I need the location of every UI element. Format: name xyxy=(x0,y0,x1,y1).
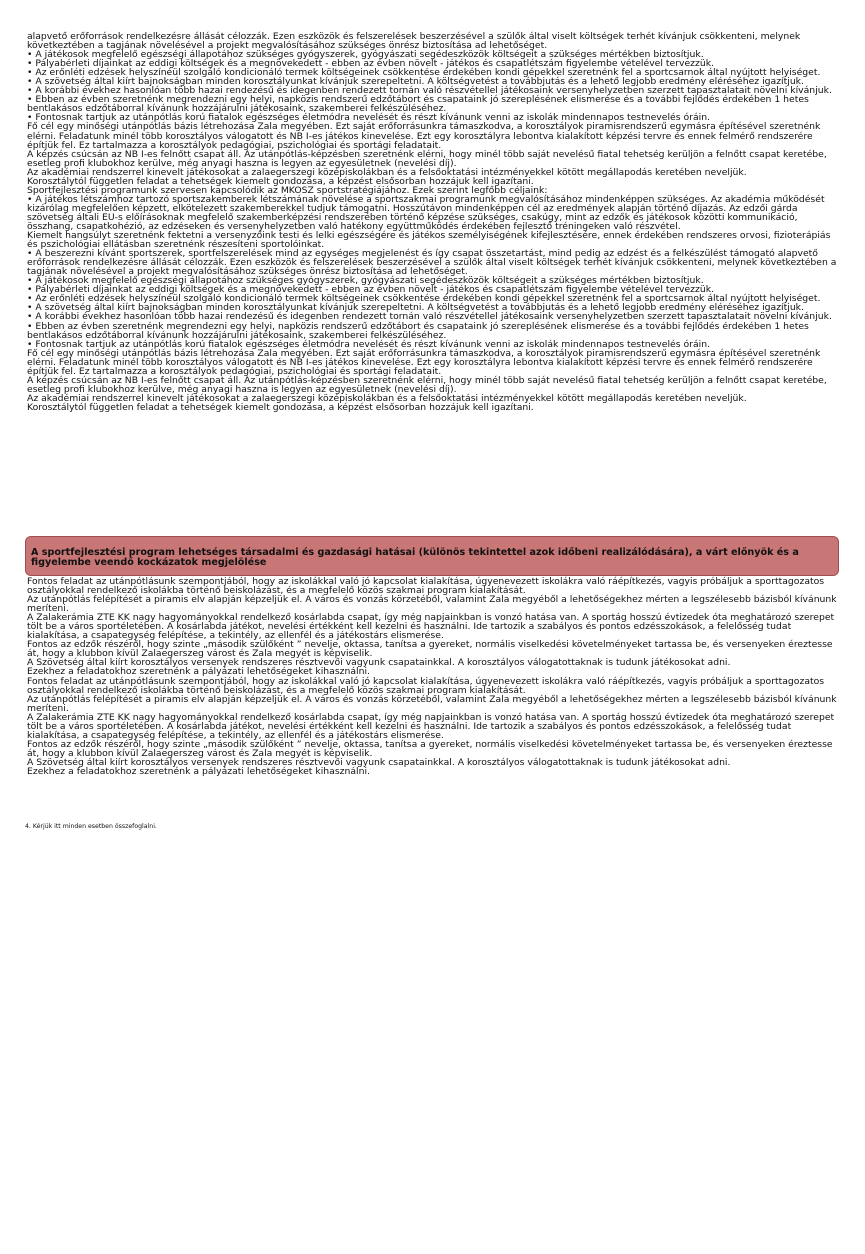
paragraph: • Pályabérleti díjainkat az eddigi költségek és a megnövekedett - ebben az évben növelt - játékos és csapatlétszám figyelembe vételével tervezzük. xyxy=(27,58,715,70)
paragraph: A képzés csúcsán az NB I-es felnőtt csapat áll. Az utánpótlás-képzésben szeretnénk elérni, hogy minél több saját nevelésű fiatal tehetség kerüljön a felnőtt csapat keretébe, esetleg profi klubokhoz kerülve, még anyagi haszna is legyen az egyesületnek (nevelési díj). xyxy=(27,148,827,169)
paragraph: • Az erőnléti edzések helyszínéül szolgáló kondicionáló termek költségeinek csökkentése érdekében kondi gépekkel szeretnénk fel a sportcsarnok által nyújtott helyiséget. xyxy=(27,293,821,305)
paragraph: Fontos feladat az utánpótlásunk szempontjából, hogy az iskolákkal való jó kapcsolat kialakítása, úgyenevezett iskolákra való ráépítkezés, vagyis próbáljuk a sporttagozatos osztályokkal rendelkező iskolákba történő beiskolázást, és a megfelelő közös szakmai program kialakítását. xyxy=(27,576,825,597)
paragraph: Az utánpótlás felépítését a piramis elv alapján képzeljük el. A város és vonzás körzetéből, valamint Zala megyéből a lehetőségekhez mérten a legszélesebb bázisból kívánunk meríteni. xyxy=(27,693,837,714)
top-text-block xyxy=(27,32,839,412)
paragraph: Fő cél egy minőségi utánpótlás bázis létrehozása Zala megyében. Ezt saját erőforrásunkra támaszkodva, a korosztályok piramisrendszerű egymásra építésével szeretnénk elérni. Feladatunk minél több korosztályos válogatott és NB I-es játékos kinevelése. Ezt egy korosztályra lebontva kialakított képzési tervre és ennek felmérő rendszerére építjük fel. Ez tartalmazza a korosztályok pedagógiai, pszichológiai és sportági feladatait. xyxy=(27,121,821,151)
paragraph: Fő cél egy minőségi utánpótlás bázis létrehozása Zala megyében. Ezt saját erőforrásunkra támaszkodva, a korosztályok piramisrendszerű egymásra építésével szeretnénk elérni. Feladatunk minél több korosztályos válogatott és NB I-es játékos kinevelése. Ezt egy korosztályra lebontva kialakított képzési tervre és ennek felmérő rendszerére építjük fel. Ez tartalmazza a korosztályok pedagógiai, pszichológiai és sportági feladatait. xyxy=(27,347,821,377)
paragraph: • A szövetség által kiírt bajnokságban minden korosztályunkat kívánjuk szerepeltetni. A költségvetést a továbbjutás és a lehető legjobb eredmény eléréséhez igazítjuk. xyxy=(27,76,804,88)
paragraph: A Szövetség által kiírt korosztályos versenyek rendszeres résztvevői vagyunk csapatainkkal. A korosztályos válogatottaknak is tudunk játékosokat adni. xyxy=(27,657,731,669)
paragraph: • Ebben az évben szeretnénk megrendezni egy helyi, napközis rendszerű edzőtábort és csapataink jó szereplésének elismerése és a további fejlődés érdekében 1 hetes bentlakásos edzőtáborral kívánunk hozzájárulni játékosaink, szakemberei felkészüléséhez. xyxy=(27,320,809,341)
paragraph: A Zalakerámia ZTE KK nagy hagyományokkal rendelkező kosárlabda csapat, így még napjainkban is vonzó hatása van. A sportág hosszú évtizedek óta meghatározó szerepet tölt be a város sportéletében. A kosárlabda játékot, nevelési értékként kell kezelni és használni. Ide tartozik a szabályos és pontos edzésszokások, a felelősség tudat kialakítása, a csapategység felépítése, a tekintély, az ellenfél és a játékostárs elismerése. xyxy=(27,612,835,642)
paragraph: Sportfejlesztési programunk szervesen kapcsolódik az MKOSZ sportstratégiájához. Ezek szerint legfőbb céljaink: xyxy=(27,184,548,196)
paragraph: • A korábbi évekhez hasonlóan több hazai rendezésű és idegenben rendezett tornán való részvétellel játékosaink versenyhelyzetben szerzett tapasztalatait növelni kívánjuk. xyxy=(27,85,832,97)
bottom-text-block xyxy=(27,577,839,776)
footnote: 4. Kérjük itt minden esetben összefoglalni. xyxy=(25,823,157,830)
paragraph: alapvető erőforrások rendelkezésre állását célozzák. Ezen eszközök és felszerelések beszerzésével a szülők által viselt költségek terhét kívánjuk csökkenteni, melynek következtében a tagjának növelésével a projekt megvalósításához szükséges önrész biztosítása ad lehetőséget. xyxy=(27,31,801,52)
paragraph: • A korábbi évekhez hasonlóan több hazai rendezésű és idegenben rendezett tornán való részvétellel játékosaink versenyhelyzetben szerzett tapasztalatait növelni kívánjuk. xyxy=(27,311,832,323)
paragraph: • A játékosok megfelelő egészségi állapotához szükséges gyógyszerek, gyógyászati segédeszközök költségeit a szükséges mértékben biztosítjuk. xyxy=(27,49,704,61)
paragraph: Fontos az edzők részéről, hogy szinte „második szülőként ” nevelje, oktassa, tanítsa a gyereket, normális viselkedési követelményeket tartassa be, és versenyeken éreztesse át, hogy a klubbon kívül Zalaegerszeg várost és Zala megyét is képviselik. xyxy=(27,639,833,660)
paragraph: • A beszerezni kívánt sportszerek, sportfelszerelések mind az egységes megjelenést és így csapat összetartást, mind pedig az edzést és a felkészülést támogató alapvető erőforrások rendelkezésre állását célozzák. Ezen eszközök és felszerelések beszerzésével a szülők által viselt költségek terhét kívánjuk csökkenteni, melynek következtében a tagjának növelésével a projekt megvalósításához szükséges önrész biztosítása ad lehetőséget. xyxy=(27,248,837,278)
paragraph: A Zalakerámia ZTE KK nagy hagyományokkal rendelkező kosárlabda csapat, így még napjainkban is vonzó hatása van. A sportág hosszú évtizedek óta meghatározó szerepet tölt be a város sportéletében. A kosárlabda játékot, nevelési értékként kell kezelni és használni. Ide tartozik a szabályos és pontos edzésszokások, a felelősség tudat kialakítása, a csapategység felépítése, a tekintély, az ellenfél és a játékostárs elismerése. xyxy=(27,711,835,741)
paragraph: • A szövetség által kiírt bajnokságban minden korosztályunkat kívánjuk szerepeltetni. A költségvetést a továbbjutás és a lehető legjobb eredmény eléréséhez igazítjuk. xyxy=(27,302,804,314)
paragraph: • Az erőnléti edzések helyszínéül szolgáló kondicionáló termek költségeinek csökkentése érdekében kondi gépekkel szeretnénk fel a sportcsarnok által nyújtott helyiséget. xyxy=(27,67,821,79)
paragraph: Az akadémiai rendszerrel kinevelt játékosokat a zalaegerszegi középiskolákban és a felsőoktatási intézményekkel kötött megállapodás keretében neveljük. xyxy=(27,166,747,178)
paragraph: A képzés csúcsán az NB I-es felnőtt csapat áll. Az utánpótlás-képzésben szeretnénk elérni, hogy minél több saját nevelésű fiatal tehetség kerüljön a felnőtt csapat keretébe, esetleg profi klubokhoz kerülve, még anyagi haszna is legyen az egyesületnek (nevelési díj). xyxy=(27,374,827,395)
paragraph: Fontos az edzők részéről, hogy szinte „második szülőként ” nevelje, oktassa, tanítsa a gyereket, normális viselkedési követelményeket tartassa be, és versenyeken éreztesse át, hogy a klubbon kívül Zalaegerszeg várost és Zala megyét is képviselik. xyxy=(27,738,833,759)
paragraph: • A játékos létszámhoz tartozó sportszakemberek létszámának növelése a sportszakmai programunk megvalósításához mindenképpen szükséges. Az akadémia működését kizárólag megfelelően képzett, elkötelezett szakemberekkel tudjuk támogatni. Hosszútávon mindenképpen cél az eredmények alapján történő díjazás. Az edzői gárda szövetség általi EU-s előírásoknak megfelelő szakemberképzési rendszerében történő képzése szükséges, csakúgy, mint az edzők és játékosok közötti kommunikáció, összhang, csapatkohézió, az edzéseken és versenyhelyzetben való hatékony együttműködés érdekében fejlesztő tréningeken való részvétel. xyxy=(27,193,825,232)
paragraph: • Fontosnak tartjuk az utánpótlás korú fiatalok egészséges életmódra nevelését és részt kívánunk venni az iskolák mindennapos testnevelés óráin. xyxy=(27,112,711,124)
paragraph: • Pályabérleti díjainkat az eddigi költségek és a megnövekedett - ebben az évben növelt - játékos és csapatlétszám figyelembe vételével tervezzük. xyxy=(27,284,715,296)
paragraph: Az akadémiai rendszerrel kinevelt játékosokat a zalaegerszegi középiskolákban és a felsőoktatási intézményekkel kötött megállapodás keretében neveljük. xyxy=(27,392,747,404)
section-header xyxy=(25,536,839,576)
paragraph: A Szövetség által kiírt korosztályos versenyek rendszeres résztvevői vagyunk csapatainkkal. A korosztályos válogatottaknak is tudunk játékosokat adni. xyxy=(27,756,731,768)
section-title: A sportfejlesztési program lehetséges társadalmi és gazdasági hatásai (különös tekintettel azok időbeni realizálódására), a várt előnyök és a figyelembe veendő kockázatok megjelölése xyxy=(31,547,799,568)
paragraph: Korosztálytól független feladat a tehetségek kiemelt gondozása, a képzést elsősorban hozzájuk kell igazítani. xyxy=(27,175,534,187)
paragraph: Fontos feladat az utánpótlásunk szempontjából, hogy az iskolákkal való jó kapcsolat kialakítása, úgyenevezett iskolákra való ráépítkezés, vagyis próbáljuk a sporttagozatos osztályokkal rendelkező iskolákba történő beiskolázást, és a megfelelő közös szakmai program kialakítását. xyxy=(27,675,825,696)
paragraph: • Fontosnak tartjuk az utánpótlás korú fiatalok egészséges életmódra nevelését és részt kívánunk venni az iskolák mindennapos testnevelés óráin. xyxy=(27,338,711,350)
paragraph: Ezekhez a feladatokhoz szeretnénk a pályázati lehetőségeket kihasználni. xyxy=(27,666,370,678)
paragraph: Az utánpótlás felépítését a piramis elv alapján képzeljük el. A város és vonzás körzetéből, valamint Zala megyéből a lehetőségekhez mérten a legszélesebb bázisból kívánunk meríteni. xyxy=(27,594,837,615)
paragraph: • A játékosok megfelelő egészségi állapotához szükséges gyógyszerek, gyógyászati segédeszközök költségeit a szükséges mértékben biztosítjuk. xyxy=(27,275,704,287)
paragraph: Kiemelt hangsúlyt szeretnénk fektetni a versenyzőink testi és lelki egészségére és játékos személyiségének kifejlesztésére, ennek érdekében rendszeres orvosi, fizioterápiás és pszichológiai ellátásban szeretnénk részesíteni sportolóinkat. xyxy=(27,230,831,251)
paragraph: Ezekhez a feladatokhoz szeretnénk a pályázati lehetőségeket kihasználni. xyxy=(27,765,370,777)
paragraph: Korosztálytól független feladat a tehetségek kiemelt gondozása, a képzést elsősorban hozzájuk kell igazítani. xyxy=(27,401,534,413)
paragraph: • Ebben az évben szeretnénk megrendezni egy helyi, napközis rendszerű edzőtábort és csapataink jó szereplésének elismerése és a további fejlődés érdekében 1 hetes bentlakásos edzőtáborral kívánunk hozzájárulni játékosaink, szakemberei felkészüléséhez. xyxy=(27,94,809,115)
